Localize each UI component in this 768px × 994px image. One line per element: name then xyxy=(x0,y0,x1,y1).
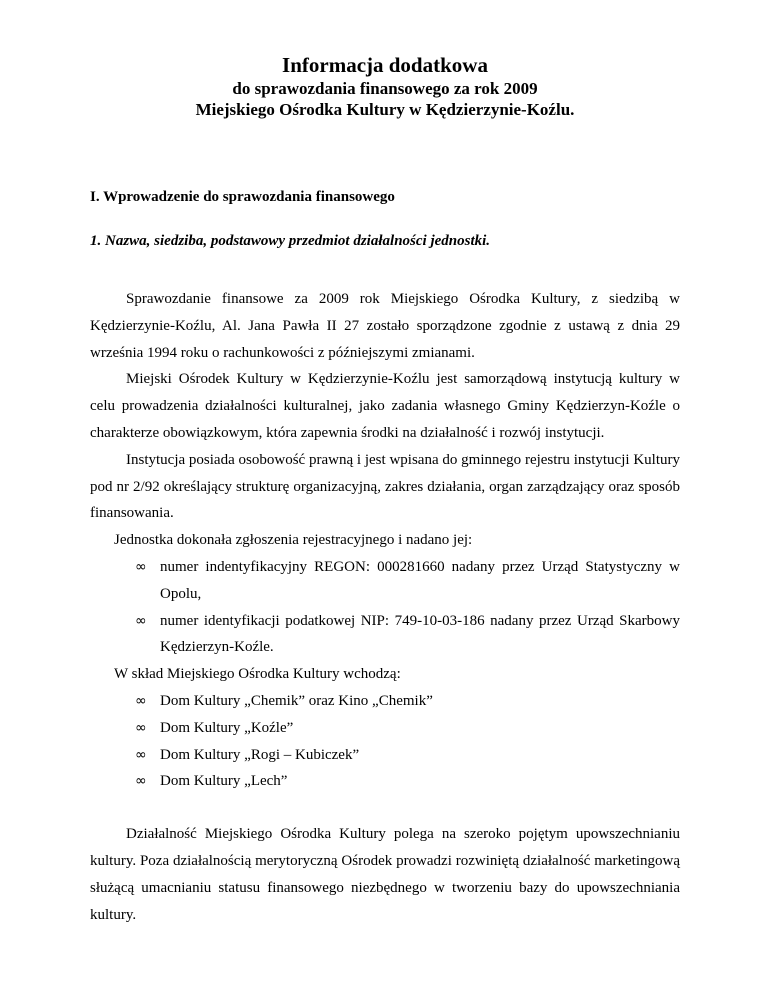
section-heading: I. Wprowadzenie do sprawozdania finansowego xyxy=(90,189,395,205)
infinity-bullet-icon: ∞ xyxy=(135,558,147,575)
paragraph-institution-status: Miejski Ośrodek Kultury w Kędzierzynie-Koźlu jest samorządową instytucją kultury w celu prowadzenia działalności kulturalnej, jako zadania własnego Gminy Kędzierzyn-Koźle o charakterze obowiązkowym, która zapewnia środki na działalność i rozwój instytucji. xyxy=(90,371,680,441)
list-item xyxy=(135,768,680,795)
infinity-bullet-icon: ∞ xyxy=(135,746,147,763)
infinity-bullet-icon: ∞ xyxy=(135,692,147,709)
list-item-text: Dom Kultury „Rogi – Kubiczek” xyxy=(160,746,360,763)
paragraph-legal-basis: Sprawozdanie finansowe za 2009 rok Miejskiego Ośrodka Kultury, z siedzibą w Kędzierzynie-Koźlu, Al. Jana Pawła II 27 zostało sporządzone zgodnie z ustawą z dnia 29 września 1994 roku o rachunkowości z późniejszymi zmianami. xyxy=(90,291,680,361)
list-item xyxy=(135,688,680,715)
subsection-heading: 1. Nazwa, siedziba, podstawowy przedmiot działalności jednostki. xyxy=(90,233,491,249)
paragraph-activity: Działalność Miejskiego Ośrodka Kultury polega na szeroko pojętym upowszechnianiu kultury. Poza działalnością merytoryczną Ośrodek prowadzi rozwiniętą działalność marketingową służącą umacnianiu statusu finansowego niezbędnego w tworzeniu bazy do upowszechniania kultury. xyxy=(90,826,680,923)
list-item-text: Dom Kultury „Lech” xyxy=(160,773,288,790)
list-item-text: numer indentyfikacyjny REGON: 000281660 nadany przez Urząd Statystyczny w Opolu, xyxy=(160,558,680,602)
paragraph-legal-personality: Instytucja posiada osobowość prawną i jest wpisana do gminnego rejestru instytucji Kultury pod nr 2/92 określający strukturę organizacyjną, zakres działania, organ zarządzający oraz sposób finansowania. xyxy=(90,451,680,522)
document-subtitle-line1: do sprawozdania finansowego za rok 2009 xyxy=(232,79,538,98)
list-item xyxy=(135,742,680,769)
list-item xyxy=(135,608,680,662)
list-item-text: numer identyfikacji podatkowej NIP: 749-10-03-186 nadany przez Urząd Skarbowy Kędzierzyn-Koźle. xyxy=(160,612,680,656)
paragraph-spacer xyxy=(90,795,680,821)
infinity-bullet-icon: ∞ xyxy=(135,773,147,790)
document-subtitle-line2: Miejskiego Ośrodka Kultury w Kędzierzynie-Koźlu. xyxy=(195,100,575,119)
infinity-bullet-icon: ∞ xyxy=(135,719,147,736)
list-item xyxy=(135,554,680,608)
infinity-bullet-icon: ∞ xyxy=(135,612,147,629)
units-list xyxy=(90,688,680,795)
list-item-text: Dom Kultury „Koźle” xyxy=(160,719,294,736)
list-item xyxy=(135,715,680,742)
list-item-text: Dom Kultury „Chemik” oraz Kino „Chemik” xyxy=(160,692,433,709)
registration-lead: Jednostka dokonała zgłoszenia rejestracyjnego i nadano jej: xyxy=(114,532,473,549)
body-text xyxy=(90,286,680,928)
registration-list xyxy=(90,554,680,661)
document-title: Informacja dodatkowa xyxy=(282,53,488,77)
units-lead: W skład Miejskiego Ośrodka Kultury wchodzą: xyxy=(114,666,401,683)
